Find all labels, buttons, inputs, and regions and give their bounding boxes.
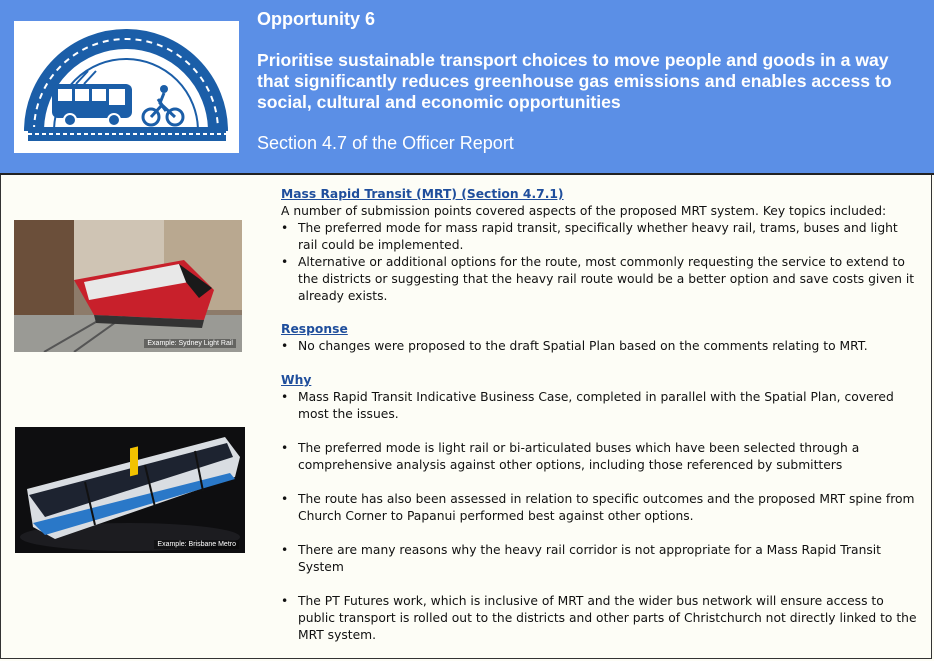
bus-bicycle-arch-icon — [14, 21, 239, 153]
mrt-heading: Mass Rapid Transit (MRT) (Section 4.7.1) — [281, 187, 564, 201]
description-line: Prioritise sustainable transport choices to move people and goods in a way — [257, 50, 889, 70]
brisbane-metro-photo — [15, 427, 245, 553]
description-line: that significantly reduces greenhouse gas emissions and enables access to — [257, 71, 892, 91]
opportunity-description — [257, 50, 934, 113]
list-item: • Mass Rapid Transit Indicative Business Case, completed in parallel with the Spatial Plan, covered most the issues. — [281, 389, 921, 423]
logo — [14, 21, 239, 153]
section-reference: Section 4.7 of the Officer Report — [257, 133, 514, 153]
list-item: • No changes were proposed to the draft Spatial Plan based on the comments relating to MRT. — [281, 338, 921, 355]
list-item: • The preferred mode for mass rapid transit, specifically whether heavy rail, trams, buses and light rail could be implemented. — [281, 220, 921, 254]
why-bullet-list — [281, 389, 921, 644]
sydney-light-rail-photo — [14, 220, 242, 352]
list-item: • There are many reasons why the heavy rail corridor is not appropriate for a Mass Rapid Transit System — [281, 542, 921, 576]
list-item: • The preferred mode is light rail or bi-articulated buses which have been selected through a comprehensive analysis against other options, including those referenced by submitters — [281, 440, 921, 474]
mrt-intro: A number of submission points covered aspects of the proposed MRT system. Key topics included: — [281, 204, 887, 218]
main-content — [281, 186, 921, 644]
why-heading: Why — [281, 373, 312, 387]
light-rail-image — [14, 220, 242, 352]
list-item: • The route has also been assessed in relation to specific outcomes and the proposed MRT spine from Church Corner to Papanui performed best against other options. — [281, 491, 921, 525]
response-heading: Response — [281, 322, 348, 336]
mrt-bullet-list — [281, 220, 921, 305]
photo-caption: Example: Sydney Light Rail — [144, 339, 236, 348]
description-line: social, cultural and economic opportunities — [257, 92, 621, 112]
opportunity-title: Opportunity 6 — [257, 9, 375, 29]
metro-image — [15, 427, 245, 553]
response-bullet-list — [281, 338, 921, 355]
list-item: • Alternative or additional options for the route, most commonly requesting the service to extend to the districts or suggesting that the heavy rail route would be a better option and save costs given it already exists. — [281, 254, 921, 305]
photo-caption: Example: Brisbane Metro — [154, 540, 239, 549]
list-item: • The PT Futures work, which is inclusive of MRT and the wider bus network will ensure access to public transport is rolled out to the districts and other parts of Christchurch not directly linked to the MRT system. — [281, 593, 921, 644]
header-banner — [0, 0, 934, 175]
